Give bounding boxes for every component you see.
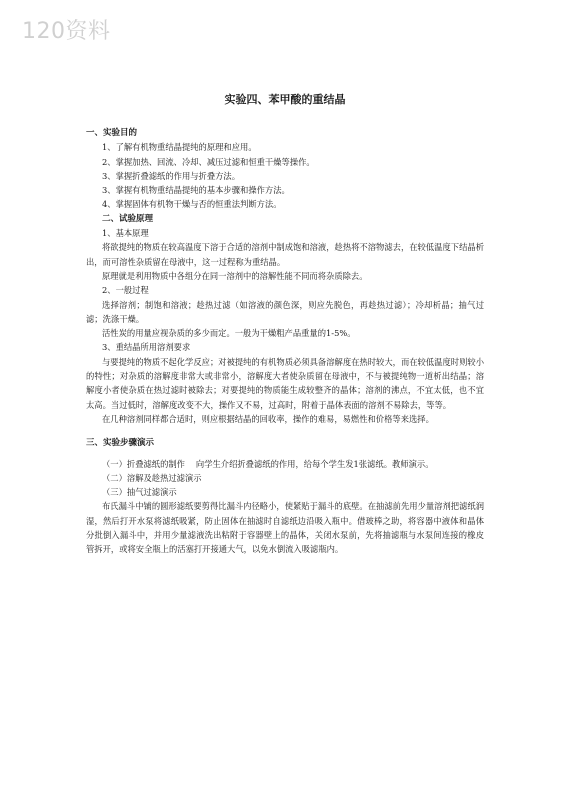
document-page xyxy=(86,92,484,557)
paragraph: 在几种溶剂同样都合适时，则应根据结晶的回收率，操作的难易，易燃性和价格等来选择。 xyxy=(102,413,434,424)
paragraph: 将欲提纯的物质在较高温度下溶于合适的溶剂中制成饱和溶液，趁热将不溶物滤去，在较低温度下结晶析出，而可溶性杂质留在母液中，这一过程称为重结晶。 xyxy=(86,242,484,267)
subsection-heading: 2、一般过程 xyxy=(102,285,149,296)
paragraph: 选择溶剂；制饱和溶液；趁热过滤（如溶液的颜色深，则应先脱色，再趁热过滤）；冷却析晶；抽气过滤；洗涤干燥。 xyxy=(86,299,484,324)
list-item: （三）抽气过滤演示 xyxy=(102,487,177,498)
paragraph: 活性炭的用量应视杂质的多少而定。一般为干燥粗产品重量的1-5%。 xyxy=(102,328,356,339)
watermark-logo: 120资料 xyxy=(22,19,111,44)
section-heading-steps: 三、实验步骤演示 xyxy=(86,438,155,449)
paragraph: 与要提纯的物质不起化学反应；对被提纯的有机物质必须具备溶解度在热时较大，而在较低温度时则较小的特性；对杂质的溶解度非常大或非常小，溶解度大者使杂质留在母液中，不与被提纯物一道析出结晶；溶解度小者使杂质在热过滤时被除去；对要提纯的物质能生成较整齐的晶体；溶剂的沸点，不宜太低，也不宜太高。当过低时，溶解度改变不大，操作又不易，过高时，附着于晶体表面的溶剂不易除去，等等。 xyxy=(86,356,484,410)
subsection-heading: 3、重结晶所用溶剂要求 xyxy=(102,342,191,353)
list-item: 1、了解有机物重结晶提纯的原理和应用。 xyxy=(102,142,257,153)
paragraph: 布氏漏斗中铺的圆形滤纸要剪得比漏斗内径略小，使紧贴于漏斗的底壁。在抽滤前先用少量溶剂把滤纸润湿，然后打开水泵将滤纸吸紧，防止固体在抽滤时自滤纸边沿吸入瓶中。借玻棒之助，将容器中液体和晶体分批倒入漏斗中，并用少量滤液洗出粘附于容器壁上的晶体，关闭水泵前，先将抽滤瓶与水泵间连接的橡皮管拆开，或将安全瓶上的活塞打开接通大气，以免水倒流入吸滤瓶内。 xyxy=(86,501,484,555)
section-heading-principle: 二、试验原理 xyxy=(102,213,154,224)
page-title: 实验四、苯甲酸的重结晶 xyxy=(224,93,346,106)
paragraph: 原理就是利用物质中各组分在同一溶剂中的溶解性能不同而将杂质除去。 xyxy=(102,270,368,281)
list-item: 3、掌握有机物重结晶提纯的基本步骤和操作方法。 xyxy=(102,185,290,196)
subsection-heading: 1、基本原理 xyxy=(102,228,149,239)
list-item: 4、掌握固体有机物干燥与否的恒重法判断方法。 xyxy=(102,199,282,210)
section-heading-objectives: 一、实验目的 xyxy=(86,128,138,138)
list-item: （一）折叠滤纸的制作 向学生介绍折叠滤纸的作用，给每个学生发1张滤纸。教师演示。 xyxy=(102,458,434,469)
list-item: 2、掌握加热、回流、冷却、减压过滤和恒重干燥等操作。 xyxy=(102,156,315,167)
list-item: （二）溶解及趁热过滤演示 xyxy=(102,472,202,483)
list-item: 3、掌握折叠滤纸的作用与折叠方法。 xyxy=(102,170,241,181)
